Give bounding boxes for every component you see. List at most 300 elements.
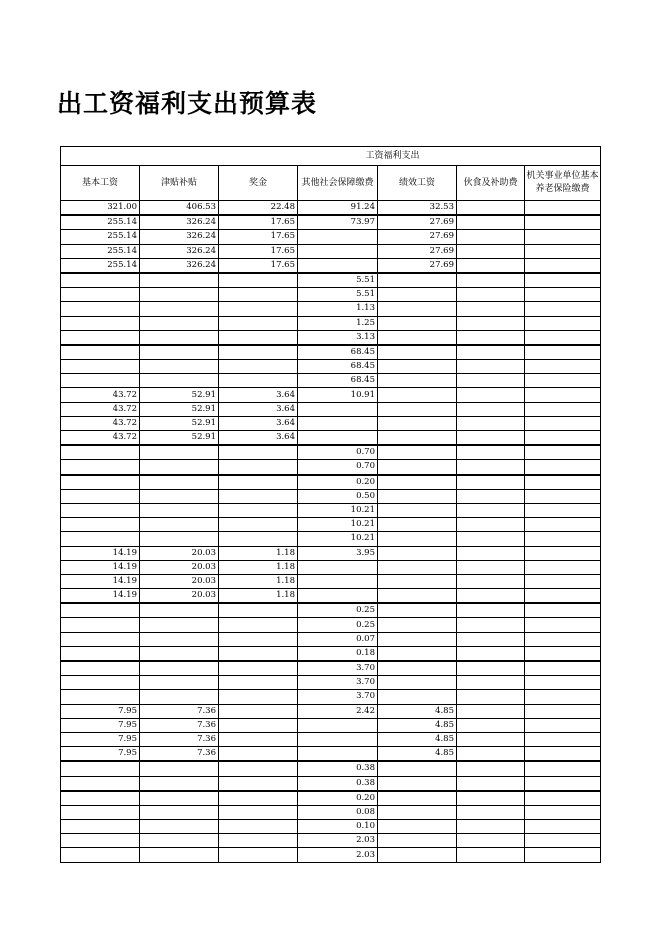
cell-bonus	[219, 330, 298, 345]
cell-pension-insurance	[525, 589, 601, 604]
cell-other-social-security	[298, 560, 378, 574]
table-row	[61, 445, 601, 460]
cell-allowance	[140, 776, 219, 791]
cell-basic-salary	[61, 690, 140, 704]
table-row	[61, 288, 601, 302]
cell-other-social-security	[298, 574, 378, 588]
cell-allowance	[140, 445, 219, 460]
cell-performance-pay	[378, 345, 457, 360]
cell-performance-pay	[378, 589, 457, 604]
cell-pension-insurance	[525, 475, 601, 490]
cell-allowance: 406.53	[140, 201, 219, 216]
cell-allowance: 7.36	[140, 747, 219, 762]
cell-other-social-security	[298, 589, 378, 604]
cell-pension-insurance	[525, 718, 601, 732]
cell-meal-subsidy	[457, 574, 525, 588]
cell-basic-salary	[61, 603, 140, 618]
cell-performance-pay	[378, 560, 457, 574]
table-row	[61, 402, 601, 416]
cell-basic-salary: 7.95	[61, 718, 140, 732]
cell-allowance	[140, 475, 219, 490]
cell-bonus: 3.64	[219, 388, 298, 402]
cell-performance-pay	[378, 360, 457, 374]
cell-basic-salary	[61, 460, 140, 475]
cell-pension-insurance	[525, 302, 601, 316]
cell-pension-insurance	[525, 360, 601, 374]
cell-meal-subsidy	[457, 820, 525, 834]
table-row	[61, 230, 601, 244]
table-row	[61, 747, 601, 762]
cell-basic-salary: 7.95	[61, 732, 140, 746]
col-header-bonus: 奖金	[219, 166, 298, 201]
table-row	[61, 560, 601, 574]
cell-other-social-security: 0.25	[298, 618, 378, 632]
table-row	[61, 460, 601, 475]
cell-pension-insurance	[525, 690, 601, 704]
cell-performance-pay	[378, 574, 457, 588]
cell-meal-subsidy	[457, 215, 525, 230]
cell-performance-pay: 27.69	[378, 244, 457, 258]
cell-bonus	[219, 603, 298, 618]
cell-other-social-security: 0.38	[298, 761, 378, 776]
cell-performance-pay	[378, 316, 457, 330]
table-row	[61, 834, 601, 848]
cell-meal-subsidy	[457, 302, 525, 316]
cell-other-social-security	[298, 718, 378, 732]
cell-meal-subsidy	[457, 805, 525, 819]
cell-other-social-security: 0.18	[298, 646, 378, 661]
cell-basic-salary	[61, 791, 140, 806]
cell-pension-insurance	[525, 761, 601, 776]
cell-meal-subsidy	[457, 402, 525, 416]
cell-pension-insurance	[525, 676, 601, 690]
cell-pension-insurance	[525, 316, 601, 330]
cell-basic-salary	[61, 532, 140, 546]
cell-basic-salary: 14.19	[61, 574, 140, 588]
cell-performance-pay: 27.69	[378, 215, 457, 230]
cell-basic-salary	[61, 489, 140, 503]
cell-pension-insurance	[525, 489, 601, 503]
cell-pension-insurance	[525, 646, 601, 661]
cell-meal-subsidy	[457, 201, 525, 216]
cell-bonus: 1.18	[219, 589, 298, 604]
cell-pension-insurance	[525, 288, 601, 302]
cell-performance-pay	[378, 431, 457, 446]
cell-pension-insurance	[525, 820, 601, 834]
cell-allowance	[140, 661, 219, 676]
table-row	[61, 589, 601, 604]
cell-allowance	[140, 316, 219, 330]
cell-other-social-security: 10.91	[298, 388, 378, 402]
cell-pension-insurance	[525, 374, 601, 388]
table-row	[61, 632, 601, 646]
cell-bonus	[219, 460, 298, 475]
cell-bonus	[219, 475, 298, 490]
cell-allowance	[140, 330, 219, 345]
cell-performance-pay	[378, 546, 457, 560]
table-row	[61, 374, 601, 388]
cell-allowance: 52.91	[140, 388, 219, 402]
cell-bonus: 22.48	[219, 201, 298, 216]
table-row	[61, 532, 601, 546]
cell-other-social-security: 10.21	[298, 503, 378, 517]
cell-basic-salary	[61, 632, 140, 646]
cell-allowance	[140, 360, 219, 374]
cell-bonus	[219, 690, 298, 704]
cell-allowance: 7.36	[140, 718, 219, 732]
cell-basic-salary	[61, 302, 140, 316]
table-row	[61, 776, 601, 791]
cell-allowance	[140, 618, 219, 632]
cell-other-social-security: 0.08	[298, 805, 378, 819]
cell-bonus: 3.64	[219, 431, 298, 446]
cell-meal-subsidy	[457, 776, 525, 791]
cell-allowance	[140, 345, 219, 360]
cell-pension-insurance	[525, 603, 601, 618]
cell-pension-insurance	[525, 848, 601, 862]
cell-pension-insurance	[525, 388, 601, 402]
cell-other-social-security: 68.45	[298, 345, 378, 360]
cell-other-social-security: 5.51	[298, 288, 378, 302]
table-row	[61, 388, 601, 402]
cell-allowance: 52.91	[140, 431, 219, 446]
cell-bonus	[219, 718, 298, 732]
cell-performance-pay	[378, 374, 457, 388]
cell-allowance: 326.24	[140, 244, 219, 258]
cell-meal-subsidy	[457, 330, 525, 345]
cell-other-social-security: 0.38	[298, 776, 378, 791]
cell-meal-subsidy	[457, 431, 525, 446]
cell-pension-insurance	[525, 532, 601, 546]
page-title: 出工资福利支出预算表	[57, 89, 318, 118]
cell-bonus	[219, 360, 298, 374]
cell-bonus	[219, 302, 298, 316]
table-row	[61, 215, 601, 230]
cell-pension-insurance	[525, 704, 601, 718]
cell-other-social-security: 5.51	[298, 273, 378, 288]
cell-other-social-security: 2.42	[298, 704, 378, 718]
cell-meal-subsidy	[457, 230, 525, 244]
cell-meal-subsidy	[457, 460, 525, 475]
cell-allowance	[140, 273, 219, 288]
cell-performance-pay: 32.53	[378, 201, 457, 216]
cell-bonus	[219, 316, 298, 330]
cell-performance-pay	[378, 445, 457, 460]
cell-pension-insurance	[525, 560, 601, 574]
cell-meal-subsidy	[457, 345, 525, 360]
cell-performance-pay	[378, 834, 457, 848]
cell-allowance	[140, 460, 219, 475]
cell-other-social-security: 3.70	[298, 676, 378, 690]
cell-other-social-security: 1.13	[298, 302, 378, 316]
table-row	[61, 661, 601, 676]
cell-allowance	[140, 646, 219, 661]
cell-basic-salary	[61, 374, 140, 388]
col-header-performance-pay: 绩效工资	[378, 166, 457, 201]
cell-basic-salary: 321.00	[61, 201, 140, 216]
cell-bonus	[219, 646, 298, 661]
cell-pension-insurance	[525, 518, 601, 532]
cell-other-social-security: 10.21	[298, 532, 378, 546]
cell-meal-subsidy	[457, 589, 525, 604]
cell-other-social-security: 73.97	[298, 215, 378, 230]
cell-meal-subsidy	[457, 676, 525, 690]
cell-bonus	[219, 489, 298, 503]
table-row	[61, 416, 601, 430]
cell-other-social-security: 0.70	[298, 460, 378, 475]
cell-performance-pay	[378, 489, 457, 503]
cell-pension-insurance	[525, 791, 601, 806]
table-row	[61, 618, 601, 632]
cell-basic-salary: 7.95	[61, 747, 140, 762]
cell-other-social-security: 0.20	[298, 791, 378, 806]
cell-bonus	[219, 805, 298, 819]
cell-performance-pay	[378, 776, 457, 791]
cell-performance-pay	[378, 603, 457, 618]
cell-other-social-security: 0.25	[298, 603, 378, 618]
cell-basic-salary	[61, 618, 140, 632]
cell-performance-pay	[378, 848, 457, 862]
cell-meal-subsidy	[457, 475, 525, 490]
cell-basic-salary: 255.14	[61, 215, 140, 230]
cell-pension-insurance	[525, 416, 601, 430]
cell-basic-salary	[61, 820, 140, 834]
table-row	[61, 201, 601, 216]
cell-basic-salary	[61, 676, 140, 690]
col-header-other-social-security: 其他社会保障缴费	[298, 166, 378, 201]
cell-allowance	[140, 632, 219, 646]
table-row	[61, 360, 601, 374]
cell-basic-salary	[61, 445, 140, 460]
cell-performance-pay	[378, 518, 457, 532]
cell-pension-insurance	[525, 805, 601, 819]
cell-meal-subsidy	[457, 388, 525, 402]
cell-meal-subsidy	[457, 244, 525, 258]
cell-performance-pay	[378, 416, 457, 430]
cell-allowance	[140, 676, 219, 690]
cell-performance-pay	[378, 618, 457, 632]
cell-pension-insurance	[525, 345, 601, 360]
cell-other-social-security: 3.95	[298, 546, 378, 560]
cell-other-social-security: 2.03	[298, 834, 378, 848]
cell-other-social-security	[298, 230, 378, 244]
cell-other-social-security: 0.10	[298, 820, 378, 834]
cell-meal-subsidy	[457, 718, 525, 732]
cell-meal-subsidy	[457, 532, 525, 546]
cell-allowance	[140, 532, 219, 546]
cell-other-social-security: 10.21	[298, 518, 378, 532]
cell-basic-salary	[61, 316, 140, 330]
table-row	[61, 690, 601, 704]
table-row	[61, 345, 601, 360]
cell-pension-insurance	[525, 201, 601, 216]
cell-allowance: 7.36	[140, 732, 219, 746]
cell-basic-salary: 43.72	[61, 416, 140, 430]
cell-performance-pay	[378, 388, 457, 402]
cell-meal-subsidy	[457, 834, 525, 848]
cell-allowance: 52.91	[140, 402, 219, 416]
cell-bonus	[219, 518, 298, 532]
cell-bonus	[219, 503, 298, 517]
cell-pension-insurance	[525, 546, 601, 560]
cell-bonus	[219, 445, 298, 460]
cell-allowance: 20.03	[140, 574, 219, 588]
table-row	[61, 316, 601, 330]
cell-allowance	[140, 302, 219, 316]
cell-pension-insurance	[525, 431, 601, 446]
cell-meal-subsidy	[457, 632, 525, 646]
cell-basic-salary: 43.72	[61, 431, 140, 446]
cell-meal-subsidy	[457, 374, 525, 388]
cell-allowance	[140, 288, 219, 302]
cell-meal-subsidy	[457, 646, 525, 661]
cell-allowance	[140, 805, 219, 819]
cell-other-social-security: 2.03	[298, 848, 378, 862]
cell-basic-salary: 255.14	[61, 244, 140, 258]
cell-allowance: 7.36	[140, 704, 219, 718]
cell-other-social-security: 0.07	[298, 632, 378, 646]
cell-bonus: 17.65	[219, 244, 298, 258]
cell-performance-pay: 4.85	[378, 718, 457, 732]
cell-bonus	[219, 704, 298, 718]
table-row	[61, 431, 601, 446]
cell-basic-salary: 14.19	[61, 546, 140, 560]
cell-allowance	[140, 834, 219, 848]
cell-meal-subsidy	[457, 518, 525, 532]
cell-bonus	[219, 374, 298, 388]
cell-performance-pay	[378, 791, 457, 806]
cell-allowance: 326.24	[140, 230, 219, 244]
cell-allowance	[140, 848, 219, 862]
cell-allowance: 20.03	[140, 560, 219, 574]
cell-basic-salary	[61, 761, 140, 776]
cell-pension-insurance	[525, 776, 601, 791]
cell-pension-insurance	[525, 258, 601, 273]
group-header-row	[61, 147, 601, 166]
cell-bonus: 3.64	[219, 416, 298, 430]
cell-performance-pay	[378, 460, 457, 475]
table-row	[61, 546, 601, 560]
cell-performance-pay	[378, 503, 457, 517]
cell-allowance	[140, 690, 219, 704]
table-row	[61, 330, 601, 345]
cell-allowance	[140, 489, 219, 503]
cell-pension-insurance	[525, 632, 601, 646]
cell-meal-subsidy	[457, 560, 525, 574]
cell-bonus: 17.65	[219, 258, 298, 273]
cell-basic-salary: 14.19	[61, 560, 140, 574]
cell-other-social-security: 1.25	[298, 316, 378, 330]
cell-other-social-security	[298, 258, 378, 273]
cell-basic-salary: 14.19	[61, 589, 140, 604]
cell-basic-salary	[61, 330, 140, 345]
cell-other-social-security: 68.45	[298, 374, 378, 388]
cell-basic-salary	[61, 661, 140, 676]
group-header-cell	[365, 147, 601, 166]
cell-basic-salary: 43.72	[61, 388, 140, 402]
cell-allowance	[140, 518, 219, 532]
cell-performance-pay	[378, 690, 457, 704]
cell-pension-insurance	[525, 747, 601, 762]
cell-other-social-security	[298, 416, 378, 430]
cell-basic-salary	[61, 503, 140, 517]
cell-other-social-security	[298, 747, 378, 762]
cell-other-social-security	[298, 402, 378, 416]
cell-other-social-security: 3.13	[298, 330, 378, 345]
cell-basic-salary	[61, 360, 140, 374]
cell-meal-subsidy	[457, 690, 525, 704]
cell-performance-pay: 27.69	[378, 258, 457, 273]
table-row	[61, 302, 601, 316]
cell-basic-salary: 255.14	[61, 230, 140, 244]
cell-pension-insurance	[525, 503, 601, 517]
cell-allowance: 326.24	[140, 258, 219, 273]
cell-performance-pay	[378, 661, 457, 676]
cell-bonus	[219, 676, 298, 690]
cell-bonus	[219, 820, 298, 834]
cell-performance-pay	[378, 302, 457, 316]
cell-allowance: 52.91	[140, 416, 219, 430]
cell-meal-subsidy	[457, 848, 525, 862]
table-row	[61, 646, 601, 661]
cell-other-social-security	[298, 732, 378, 746]
cell-pension-insurance	[525, 244, 601, 258]
cell-performance-pay	[378, 646, 457, 661]
cell-pension-insurance	[525, 574, 601, 588]
cell-allowance	[140, 603, 219, 618]
cell-pension-insurance	[525, 661, 601, 676]
cell-performance-pay: 4.85	[378, 704, 457, 718]
cell-meal-subsidy	[457, 360, 525, 374]
cell-pension-insurance	[525, 230, 601, 244]
cell-other-social-security: 0.20	[298, 475, 378, 490]
cell-other-social-security: 0.70	[298, 445, 378, 460]
group-spacer-cell	[61, 147, 378, 166]
cell-performance-pay	[378, 273, 457, 288]
cell-meal-subsidy	[457, 603, 525, 618]
cell-meal-subsidy	[457, 791, 525, 806]
cell-bonus	[219, 732, 298, 746]
cell-bonus	[219, 834, 298, 848]
cell-meal-subsidy	[457, 704, 525, 718]
table-row	[61, 761, 601, 776]
cell-bonus	[219, 661, 298, 676]
cell-bonus: 1.18	[219, 546, 298, 560]
cell-performance-pay: 4.85	[378, 747, 457, 762]
cell-performance-pay: 27.69	[378, 230, 457, 244]
cell-meal-subsidy	[457, 416, 525, 430]
cell-bonus: 17.65	[219, 230, 298, 244]
budget-table	[60, 146, 601, 863]
table-body	[61, 147, 601, 863]
cell-other-social-security	[298, 244, 378, 258]
cell-performance-pay	[378, 805, 457, 819]
cell-bonus	[219, 747, 298, 762]
cell-bonus	[219, 776, 298, 791]
cell-allowance: 326.24	[140, 215, 219, 230]
cell-other-social-security: 68.45	[298, 360, 378, 374]
cell-basic-salary: 43.72	[61, 402, 140, 416]
cell-performance-pay	[378, 676, 457, 690]
table-row	[61, 574, 601, 588]
cell-pension-insurance	[525, 273, 601, 288]
cell-bonus: 1.18	[219, 560, 298, 574]
cell-allowance	[140, 503, 219, 517]
table-row	[61, 820, 601, 834]
table-row	[61, 805, 601, 819]
cell-basic-salary: 255.14	[61, 258, 140, 273]
cell-bonus	[219, 273, 298, 288]
